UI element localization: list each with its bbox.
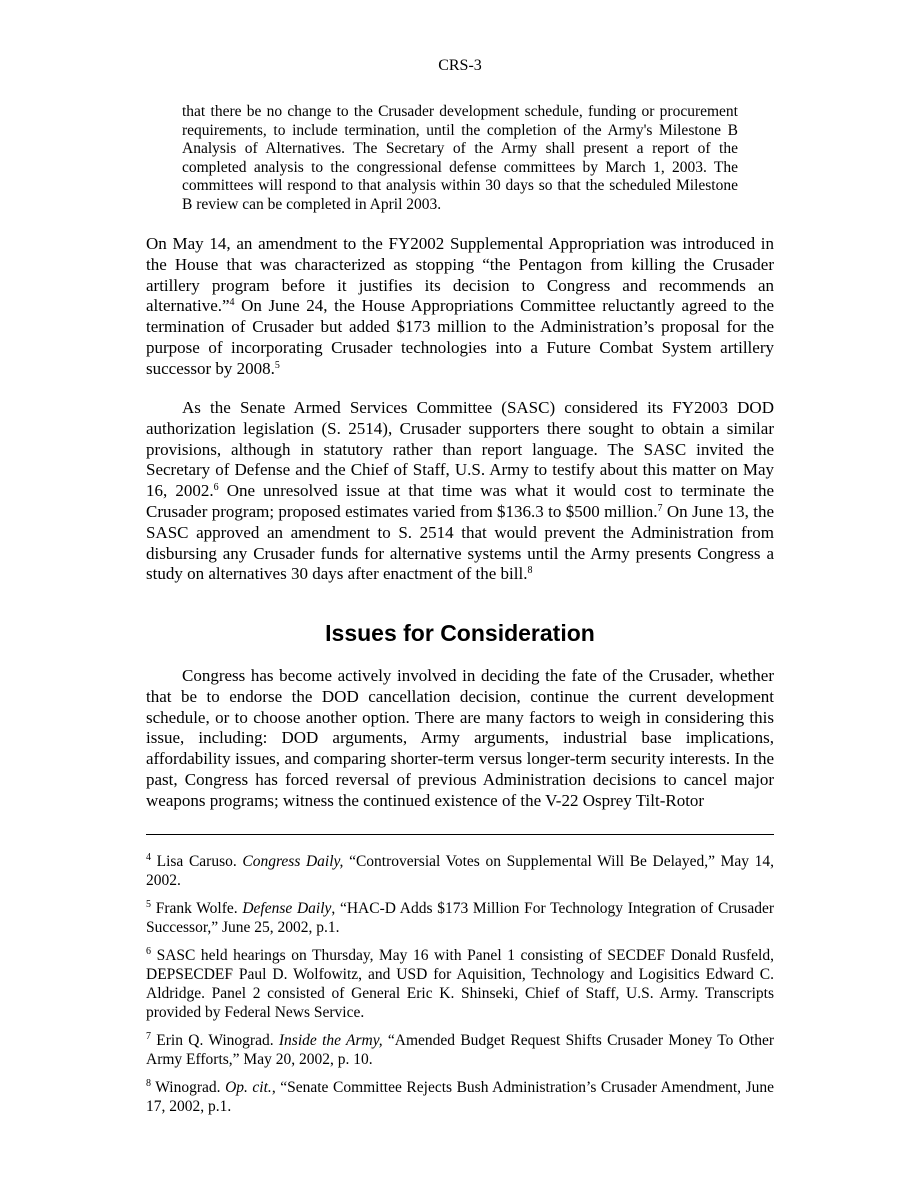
footnote-6 xyxy=(146,946,774,1022)
footnote-ref-4: 4 xyxy=(229,297,235,309)
footnote-number: 8 xyxy=(146,1078,151,1089)
footnote-number: 5 xyxy=(146,899,151,910)
footnotes xyxy=(146,852,774,1125)
paragraph-text: As the Senate Armed Services Committee (SASC) considered its FY2003 DOD authorization legislation (S. 2514), Crusader supporters there sought to obtain a similar provisions, although in statutory rather than report language. The SASC invited the Secretary of Defense and the Chief of Staff, U.S. Army to testify about this matter on May 16, 2002. xyxy=(146,398,774,501)
footnote-ref-6: 6 xyxy=(213,482,219,494)
page-number-header: CRS-3 xyxy=(438,57,482,74)
footnote-5 xyxy=(146,899,774,937)
paragraph-text: One unresolved issue at that time was what it would cost to terminate the Crusader program; proposed estimates varied from $136.3 to $500 million. xyxy=(146,481,774,521)
footnote-source: Op. cit. xyxy=(225,1079,272,1096)
paragraph-issues: Congress has become actively involved in deciding the fate of the Crusader, whether that be to endorse the DOD cancellation decision, continue the current development schedule, or to choose another option. There are many factors to weigh in considering this issue, including: DOD arguments, Army arguments, industrial base implications, affordability issues, and comparing shorter-term versus longer-term security interests. In the past, Congress has forced reversal of previous Administration decisions to cancel major weapons programs; witness the continued existence of the V-22 Osprey Tilt-Rotor xyxy=(146,666,774,810)
footnote-text: , “Senate Committee Rejects Bush Administration’s Crusader Amendment, June 17, 2002, p.1. xyxy=(146,1079,775,1115)
footnote-number: 7 xyxy=(146,1031,151,1042)
footnote-number: 4 xyxy=(146,852,151,863)
footnote-text: Winograd. xyxy=(151,1079,226,1096)
footnote-divider xyxy=(146,834,774,835)
footnote-4 xyxy=(146,852,774,890)
footnote-ref-5: 5 xyxy=(274,359,280,371)
footnote-text: “Amended Budget Request Shifts Crusader Money To Other Army Efforts,” May 20, 2002, p. 10. xyxy=(146,1032,774,1068)
section-heading: Issues for Consideration xyxy=(325,620,595,646)
footnote-number: 6 xyxy=(146,946,151,957)
footnote-8 xyxy=(146,1078,774,1116)
footnote-source: Congress Daily, xyxy=(242,853,344,870)
paragraph-text: On June 24, the House Appropriations Committee reluctantly agreed to the termination of Crusader but added $173 million to the Administration’s proposal for the purpose of incorporating Crusader technologies into a Future Combat System artillery successor by 2008. xyxy=(146,296,774,378)
footnote-text: Frank Wolfe. xyxy=(151,900,243,917)
block-quote: that there be no change to the Crusader development schedule, funding or procurement requirements, to include termination, until the completion of the Army's Milestone B Analysis of Alternatives. The Secretary of the Army shall present a report of the completed analysis to the congressional defense committees by March 1, 2003. The committees will respond to that analysis within 30 days so that the scheduled Milestone B review can be completed in April 2003. xyxy=(182,103,738,213)
footnote-ref-8: 8 xyxy=(527,565,533,577)
footnote-text: “Controversial Votes on Supplemental Will Be Delayed,” May 14, 2002. xyxy=(146,853,774,889)
footnote-source: Defense Daily xyxy=(242,900,332,917)
footnote-text: Erin Q. Winograd. xyxy=(151,1032,279,1049)
paragraph-text: On May 14, an amendment to the FY2002 Supplemental Appropriation was introduced in the House that was characterized as stopping “the Pentagon from killing the Crusader artillery program before it justifies its decision to Congress and recommends an alternative.” xyxy=(146,234,774,316)
paragraph-house-amendment xyxy=(146,234,774,380)
footnote-ref-7: 7 xyxy=(657,502,663,514)
paragraph-sasc xyxy=(146,398,774,585)
footnote-text: SASC held hearings on Thursday, May 16 with Panel 1 consisting of SECDEF Donald Rusfeld, DEPSECDEF Paul D. Wolfowitz, and USD for Aquisition, Technology and Logisitics Edward C. Aldridge. Panel 2 consisted of General Eric K. Shinseki, Chief of Staff, U.S. Army. Transcripts provided by Federal News Service. xyxy=(146,947,774,1021)
footnote-text: , “HAC-D Adds $173 Million For Technology Integration of Crusader Successor,” June 25, 2002, p.1. xyxy=(146,900,774,936)
paragraph-text: On June 13, the SASC approved an amendment to S. 2514 that would prevent the Administration from disbursing any Crusader funds for alternative systems until the Army presents Congress a study on alternatives 30 days after enactment of the bill. xyxy=(146,501,774,584)
footnote-source: Inside the Army, xyxy=(278,1032,383,1049)
footnote-text: Lisa Caruso. xyxy=(151,853,243,870)
footnote-7 xyxy=(146,1031,774,1069)
